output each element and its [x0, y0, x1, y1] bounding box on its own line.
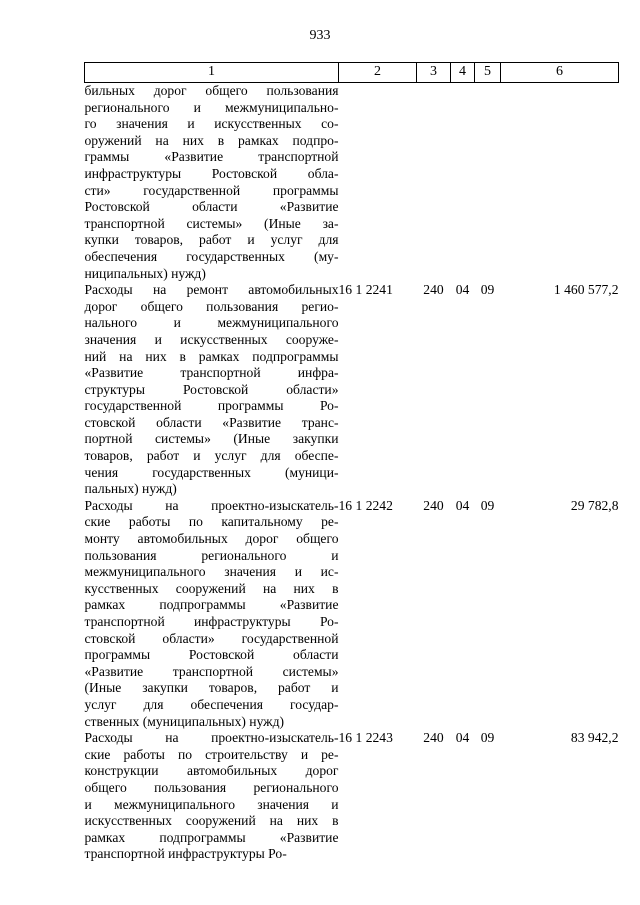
description-line: общего пользования регионального: [84, 779, 339, 795]
row-description: [85, 83, 339, 283]
description-line: транспортной инфраструктуры Ро-: [84, 614, 339, 629]
column-header-amount: 6: [501, 63, 619, 83]
table-header-row: [85, 63, 619, 83]
budget-table: [84, 62, 619, 863]
description-line: программы Ростовской области: [84, 647, 339, 663]
row-description: [85, 730, 339, 863]
description-line: рамках подпрограммы «Развитие: [84, 597, 339, 613]
row-expense-type: [417, 83, 451, 283]
row-expense-type: 240: [423, 730, 444, 746]
description-line: портной системы» (Иные закупки: [84, 431, 339, 447]
description-line: дорог общего пользования регио-: [84, 298, 339, 314]
description-line: конструкции автомобильных дорог: [84, 763, 339, 779]
description-line: ские работы по капитальному ре-: [84, 514, 339, 530]
description-line: «Развитие транспортной системы»: [84, 663, 339, 679]
row-section: 04: [455, 282, 470, 298]
description-line: купки товаров, работ и услуг для: [84, 232, 339, 248]
row-amount: 83 942,2: [570, 730, 619, 746]
description-line: регионального и межмуниципально-: [84, 99, 339, 115]
row-description: [85, 498, 339, 730]
description-line: ские работы по строительству и ре-: [84, 746, 339, 762]
description-line: Расходы на проектно-изыскатель-: [84, 730, 339, 746]
description-line: чения государственных (муници-: [84, 464, 339, 480]
description-line: обеспечения государственных (му-: [84, 248, 339, 264]
description-line: сти» государственной программы: [84, 182, 339, 198]
table-row: [85, 282, 619, 498]
description-line: (Иные закупки товаров, работ и: [84, 680, 339, 696]
description-line: ственных (муниципальных) нужд): [84, 713, 285, 729]
column-header-vr: 3: [417, 63, 451, 83]
description-line: инфраструктуры Ростовской обла-: [84, 165, 339, 181]
row-section: 04: [455, 497, 470, 513]
description-line: Расходы на проектно-изыскатель-: [84, 497, 339, 513]
description-line: Ростовской области «Развитие: [84, 199, 339, 215]
description-line: значения и искусственных сооруже-: [84, 331, 339, 347]
description-line: го значения и искусственных со-: [84, 116, 339, 132]
description-line: рамках подпрограммы «Развитие: [84, 829, 339, 845]
column-header-code: 2: [339, 63, 417, 83]
description-line: пользования регионального и: [84, 547, 339, 563]
description-line: Расходы на ремонт автомобильных: [84, 282, 339, 298]
column-header-description: 1: [85, 63, 339, 83]
description-line: нального и межмуниципального: [84, 315, 339, 331]
row-section: 04: [455, 730, 470, 746]
row-code: 16 1 2241: [338, 282, 393, 298]
row-description: [85, 282, 339, 498]
description-line: структуры Ростовской области»: [84, 381, 339, 397]
description-line: товаров, работ и услуг для обеспе-: [84, 448, 339, 464]
description-line: граммы «Развитие транспортной: [84, 149, 339, 165]
row-amount: 1 460 577,2: [553, 282, 619, 298]
column-header-pr: 5: [475, 63, 501, 83]
row-subsection: 09: [480, 282, 495, 298]
row-expense-type: 240: [423, 497, 444, 513]
description-line: ний на них в рамках подпрограммы: [84, 348, 339, 364]
column-header-rz: 4: [451, 63, 475, 83]
description-line: оружений на них в рамках подпро-: [84, 132, 339, 148]
description-line: пальных) нужд): [84, 481, 177, 497]
row-amount: [501, 83, 619, 283]
description-line: межмуниципального значения и ис-: [84, 564, 339, 580]
row-subsection: 09: [480, 497, 495, 513]
description-line: бильных дорог общего пользования: [84, 83, 339, 98]
page-number: 933: [309, 28, 331, 43]
table-row: [85, 83, 619, 283]
row-expense-type: 240: [423, 282, 444, 298]
description-line: услуг для обеспечения государ-: [84, 696, 339, 712]
row-amount: 29 782,8: [570, 497, 619, 513]
description-line: монту автомобильных дорог общего: [84, 531, 339, 547]
description-line: государственной программы Ро-: [84, 398, 339, 414]
description-line: стовской области» государственной: [84, 630, 339, 646]
description-line: транспортной инфраструктуры Ро-: [84, 846, 287, 862]
description-line: искусственных сооружений на них в: [84, 813, 339, 829]
table-row: [85, 498, 619, 730]
row-subsection: 09: [480, 730, 495, 746]
description-line: стовской области «Развитие транс-: [84, 414, 339, 430]
table-row: [85, 730, 619, 863]
row-subsection: [475, 83, 501, 283]
row-section: [451, 83, 475, 283]
description-line: транспортной системы» (Иные за-: [84, 215, 339, 231]
row-code: [339, 83, 417, 283]
row-code: 16 1 2242: [338, 497, 393, 513]
description-line: и межмуниципального значения и: [84, 796, 339, 812]
row-code: 16 1 2243: [338, 730, 393, 746]
description-line: «Развитие транспортной инфра-: [84, 365, 339, 381]
description-line: ниципальных) нужд): [84, 265, 206, 281]
description-line: кусственных сооружений на них в: [84, 580, 339, 596]
